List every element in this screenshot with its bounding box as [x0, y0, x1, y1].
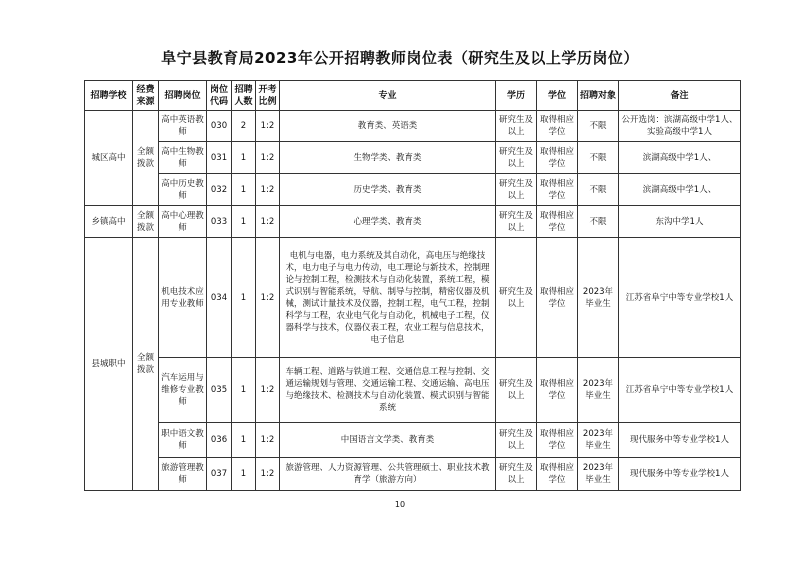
header-education: 学历 [496, 81, 537, 111]
count-cell: 1 [232, 238, 256, 358]
page-title: 阜宁县教育局2023年公开招聘教师岗位表（研究生及以上学历岗位） [161, 49, 639, 67]
major-cell: 旅游管理、人力资源管理、公共管理硕士、职业技术教育学（旅游方向） [280, 458, 496, 491]
header-target: 招聘对象 [578, 81, 619, 111]
table-row [85, 238, 741, 358]
header-ratio: 开考比例 [256, 81, 280, 111]
education-cell: 研究生及以上 [496, 206, 537, 238]
degree-cell: 取得相应学位 [537, 111, 578, 142]
major-cell: 车辆工程、道路与铁道工程、交通信息工程与控制、交通运输规划与管理、交通运输工程、交通运输、高电压与绝缘技术、检测技术与自动化装置、模式识别与智能系统 [280, 358, 496, 423]
target-cell: 不限 [578, 111, 619, 142]
target-cell: 2023年毕业生 [578, 458, 619, 491]
degree-cell: 取得相应学位 [537, 174, 578, 206]
degree-cell: 取得相应学位 [537, 358, 578, 423]
position-cell: 旅游管理教师 [159, 458, 207, 491]
remark-cell: 东沟中学1人 [619, 206, 741, 238]
school-cell: 县城职中 [85, 238, 133, 491]
degree-cell: 取得相应学位 [537, 238, 578, 358]
ratio-cell: 1:2 [256, 423, 280, 458]
positions-table [84, 80, 741, 491]
code-cell: 037 [207, 458, 232, 491]
remark-cell: 滨湖高级中学1人、 [619, 142, 741, 174]
header-degree: 学位 [537, 81, 578, 111]
remark-cell: 江苏省阜宁中等专业学校1人 [619, 238, 741, 358]
education-cell: 研究生及以上 [496, 238, 537, 358]
target-cell: 不限 [578, 142, 619, 174]
code-cell: 034 [207, 238, 232, 358]
ratio-cell: 1:2 [256, 206, 280, 238]
remark-cell: 现代服务中等专业学校1人 [619, 458, 741, 491]
education-cell: 研究生及以上 [496, 423, 537, 458]
header-position: 招聘岗位 [159, 81, 207, 111]
ratio-cell: 1:2 [256, 238, 280, 358]
position-cell: 机电技术应用专业教师 [159, 238, 207, 358]
ratio-cell: 1:2 [256, 458, 280, 491]
school-cell: 城区高中 [85, 111, 133, 206]
remark-cell: 公开选岗：滨湖高级中学1人、实验高级中学1人 [619, 111, 741, 142]
header-row [85, 81, 741, 111]
education-cell: 研究生及以上 [496, 458, 537, 491]
remark-cell: 现代服务中等专业学校1人 [619, 423, 741, 458]
code-cell: 031 [207, 142, 232, 174]
target-cell: 2023年毕业生 [578, 238, 619, 358]
table-row [85, 458, 741, 491]
code-cell: 033 [207, 206, 232, 238]
target-cell: 不限 [578, 174, 619, 206]
funding-cell: 全额拨款 [133, 206, 159, 238]
table-row [85, 423, 741, 458]
remark-cell: 滨湖高级中学1人、 [619, 174, 741, 206]
funding-cell: 全额拨款 [133, 111, 159, 206]
education-cell: 研究生及以上 [496, 174, 537, 206]
ratio-cell: 1:2 [256, 142, 280, 174]
major-cell: 心理学类、教育类 [280, 206, 496, 238]
table-row [85, 174, 741, 206]
code-cell: 036 [207, 423, 232, 458]
header-school: 招聘学校 [85, 81, 133, 111]
code-cell: 032 [207, 174, 232, 206]
funding-cell: 全额拨款 [133, 238, 159, 491]
code-cell: 030 [207, 111, 232, 142]
degree-cell: 取得相应学位 [537, 142, 578, 174]
position-cell: 高中英语教师 [159, 111, 207, 142]
count-cell: 1 [232, 174, 256, 206]
degree-cell: 取得相应学位 [537, 206, 578, 238]
page-number: 10 [394, 500, 406, 509]
table-row [85, 111, 741, 142]
count-cell: 1 [232, 458, 256, 491]
position-cell: 职中语文教师 [159, 423, 207, 458]
target-cell: 2023年毕业生 [578, 358, 619, 423]
count-cell: 1 [232, 142, 256, 174]
degree-cell: 取得相应学位 [537, 423, 578, 458]
ratio-cell: 1:2 [256, 174, 280, 206]
code-cell: 035 [207, 358, 232, 423]
ratio-cell: 1:2 [256, 111, 280, 142]
education-cell: 研究生及以上 [496, 111, 537, 142]
major-cell: 生物学类、教育类 [280, 142, 496, 174]
education-cell: 研究生及以上 [496, 358, 537, 423]
header-remark: 备注 [619, 81, 741, 111]
header-major: 专业 [280, 81, 496, 111]
count-cell: 2 [232, 111, 256, 142]
major-cell: 教育类、英语类 [280, 111, 496, 142]
major-cell: 中国语言文学类、教育类 [280, 423, 496, 458]
target-cell: 不限 [578, 206, 619, 238]
major-cell: 历史学类、教育类 [280, 174, 496, 206]
count-cell: 1 [232, 423, 256, 458]
target-cell: 2023年毕业生 [578, 423, 619, 458]
count-cell: 1 [232, 206, 256, 238]
count-cell: 1 [232, 358, 256, 423]
position-cell: 高中心理教师 [159, 206, 207, 238]
degree-cell: 取得相应学位 [537, 458, 578, 491]
ratio-cell: 1:2 [256, 358, 280, 423]
remark-cell: 江苏省阜宁中等专业学校1人 [619, 358, 741, 423]
table-row [85, 206, 741, 238]
table-row [85, 358, 741, 423]
header-code: 岗位代码 [207, 81, 232, 111]
position-cell: 汽车运用与维修专业教师 [159, 358, 207, 423]
education-cell: 研究生及以上 [496, 142, 537, 174]
major-cell: 电机与电器，电力系统及其自动化，高电压与绝缘技术，电力电子与电力传动，电工理论与新技术，控制理论与控制工程，检测技术与自动化装置，系统工程，模式识别与智能系统，导航、制导与控制，精密仪器及机械，测试计量技术及仪器，控制工程，电气工程，控制科学与工程，农业电气化与自动化，机械电子工程，仪器科学与技术，仪器仪表工程，农业工程与信息技术，电子信息 [280, 238, 496, 358]
position-cell: 高中生物教师 [159, 142, 207, 174]
school-cell: 乡镇高中 [85, 206, 133, 238]
position-cell: 高中历史教师 [159, 174, 207, 206]
header-count: 招聘人数 [232, 81, 256, 111]
header-funding: 经费来源 [133, 81, 159, 111]
table-row [85, 142, 741, 174]
